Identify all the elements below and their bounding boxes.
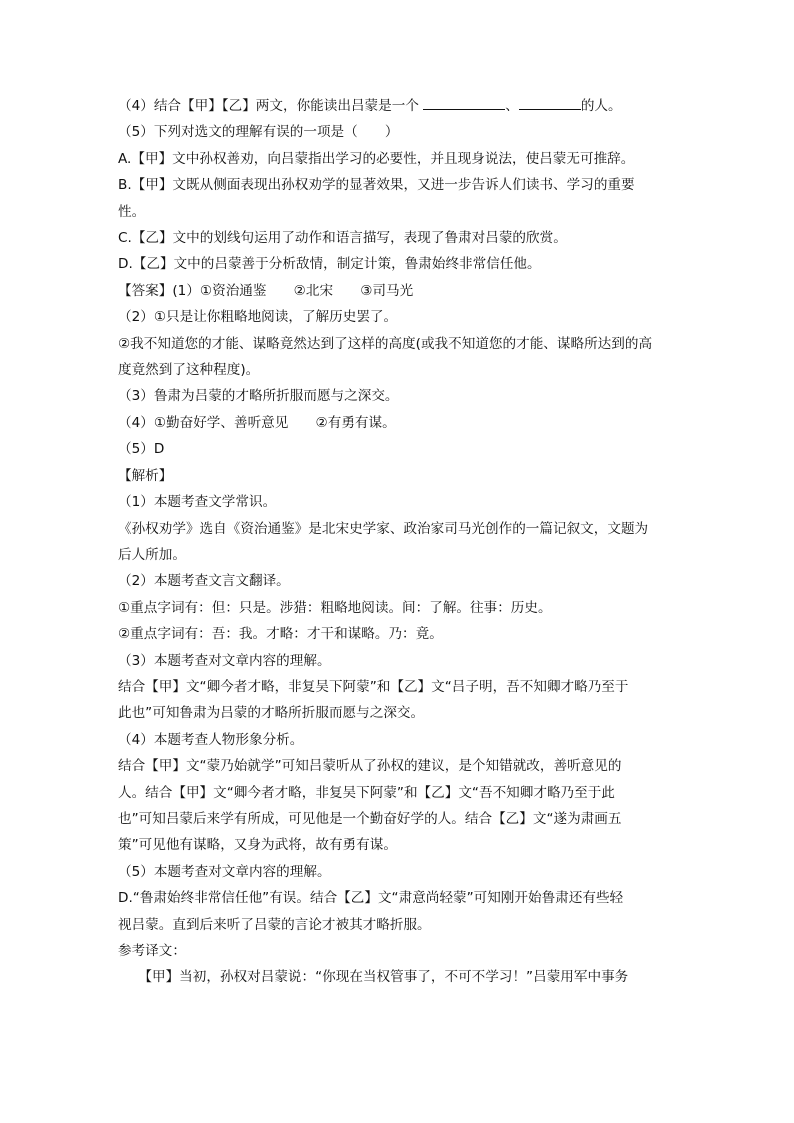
reference-translation-title: 参考译文： xyxy=(118,943,186,959)
option-d: D.【乙】文中的吕蒙善于分析敌情，制定计策，鲁肃始终非常信任他。 xyxy=(118,256,541,273)
analysis-3: （2）本题考查文言文翻译。 xyxy=(118,573,290,590)
analysis-title: 【解析】 xyxy=(118,467,173,484)
option-b-line-2: 性。 xyxy=(118,203,146,220)
document-page xyxy=(118,93,678,991)
option-a: A.【甲】文中孙权善劝，向吕蒙指出学习的必要性，并且现身说法，使吕蒙无可推辞。 xyxy=(118,150,635,167)
analysis-8: （4）本题考查人物形象分析。 xyxy=(118,731,304,748)
answer-2: （2）①只是让你粗略地阅读，了解历史罢了。 xyxy=(118,309,398,326)
answer-3: （3）鲁肃为吕蒙的才略所折服而愿与之深交。 xyxy=(118,388,399,405)
question-5-stem: （5）下列对选文的理解有误的一项是（ ） xyxy=(118,124,399,141)
analysis-2-line-1: 《孙权劝学》选自《资治通鉴》是北宋史学家、政治家司马光创作的一篇记叙文，文题为 xyxy=(118,520,649,537)
analysis-9-line-4: 策”可见他有谋略，又身为武将，故有勇有谋。 xyxy=(118,837,397,854)
option-c: C.【乙】文中的划线句运用了动作和语言描写，表现了鲁肃对吕蒙的欣赏。 xyxy=(118,230,567,247)
analysis-7-line-2: 此也”可知鲁肃为吕蒙的才略所折服而愿与之深交。 xyxy=(118,705,425,722)
question-4 xyxy=(118,93,678,119)
analysis-4: ①重点字词有：但：只是。涉猎：粗略地阅读。间：了解。往事：历史。 xyxy=(118,599,552,616)
analysis-6: （3）本题考查对文章内容的理解。 xyxy=(118,652,331,669)
analysis-7-line-1: 结合【甲】文“卿今者才略，非复吴下阿蒙”和【乙】文“吕子明，吾不知卿才略乃至于 xyxy=(118,678,629,695)
analysis-2-line-2: 后人所加。 xyxy=(118,546,186,563)
analysis-5: ②重点字词有：吾：我。才略：才干和谋略。乃：竟。 xyxy=(118,626,443,643)
answer-blank-2[interactable] xyxy=(519,93,581,110)
option-b-line-1: B.【甲】文既从侧面表现出孙权劝学的显著效果，又进一步告诉人们读书、学习的重要 xyxy=(118,177,635,194)
question-4-prefix: （4）结合【甲】【乙】两文，你能读出吕蒙是一个 xyxy=(118,98,424,114)
analysis-9-line-3: 也”可知吕蒙后来学有所成，可见他是一个勤奋好学的人。结合【乙】文“遂为肃画五 xyxy=(118,810,622,827)
question-4-separator: 、 xyxy=(505,98,519,114)
answer-2b-line-1: ②我不知道您的才能、谋略竟然达到了这样的高度(或我不知道您的才能、谋略所达到的高 xyxy=(118,335,653,352)
reference-translation-text: 【甲】当初，孙权对吕蒙说：“你现在当权管事了，不可不学习！”吕蒙用军中事务 xyxy=(118,969,629,986)
analysis-11-line-1: D.“鲁肃始终非常信任他”有误。结合【乙】文“肃意尚轻蒙”可知刚开始鲁肃还有些轻 xyxy=(118,890,624,907)
answer-5: （5）D xyxy=(118,441,165,458)
answer-2b-line-2: 度竟然到了这种程度)。 xyxy=(118,362,260,379)
analysis-10: （5）本题考查对文章内容的理解。 xyxy=(118,863,331,880)
answer-4: （4）①勤奋好学、善听意见 ②有勇有谋。 xyxy=(118,414,396,431)
answer-blank-1[interactable] xyxy=(423,93,505,110)
question-4-suffix: 的人。 xyxy=(580,98,622,114)
answer-1: 【答案】(1）①资治通鉴 ②北宋 ③司马光 xyxy=(118,282,414,299)
analysis-9-line-2: 人。结合【甲】文“卿今者才略，非复吴下阿蒙”和【乙】文“吾不知卿才略乃至于此 xyxy=(118,784,615,801)
analysis-9-line-1: 结合【甲】文“蒙乃始就学”可知吕蒙听从了孙权的建议，是个知错就改，善听意见的 xyxy=(118,758,622,775)
analysis-11-line-2: 视吕蒙。直到后来听了吕蒙的言论才被其才略折服。 xyxy=(118,916,431,933)
analysis-1: （1）本题考查文学常识。 xyxy=(118,494,277,511)
